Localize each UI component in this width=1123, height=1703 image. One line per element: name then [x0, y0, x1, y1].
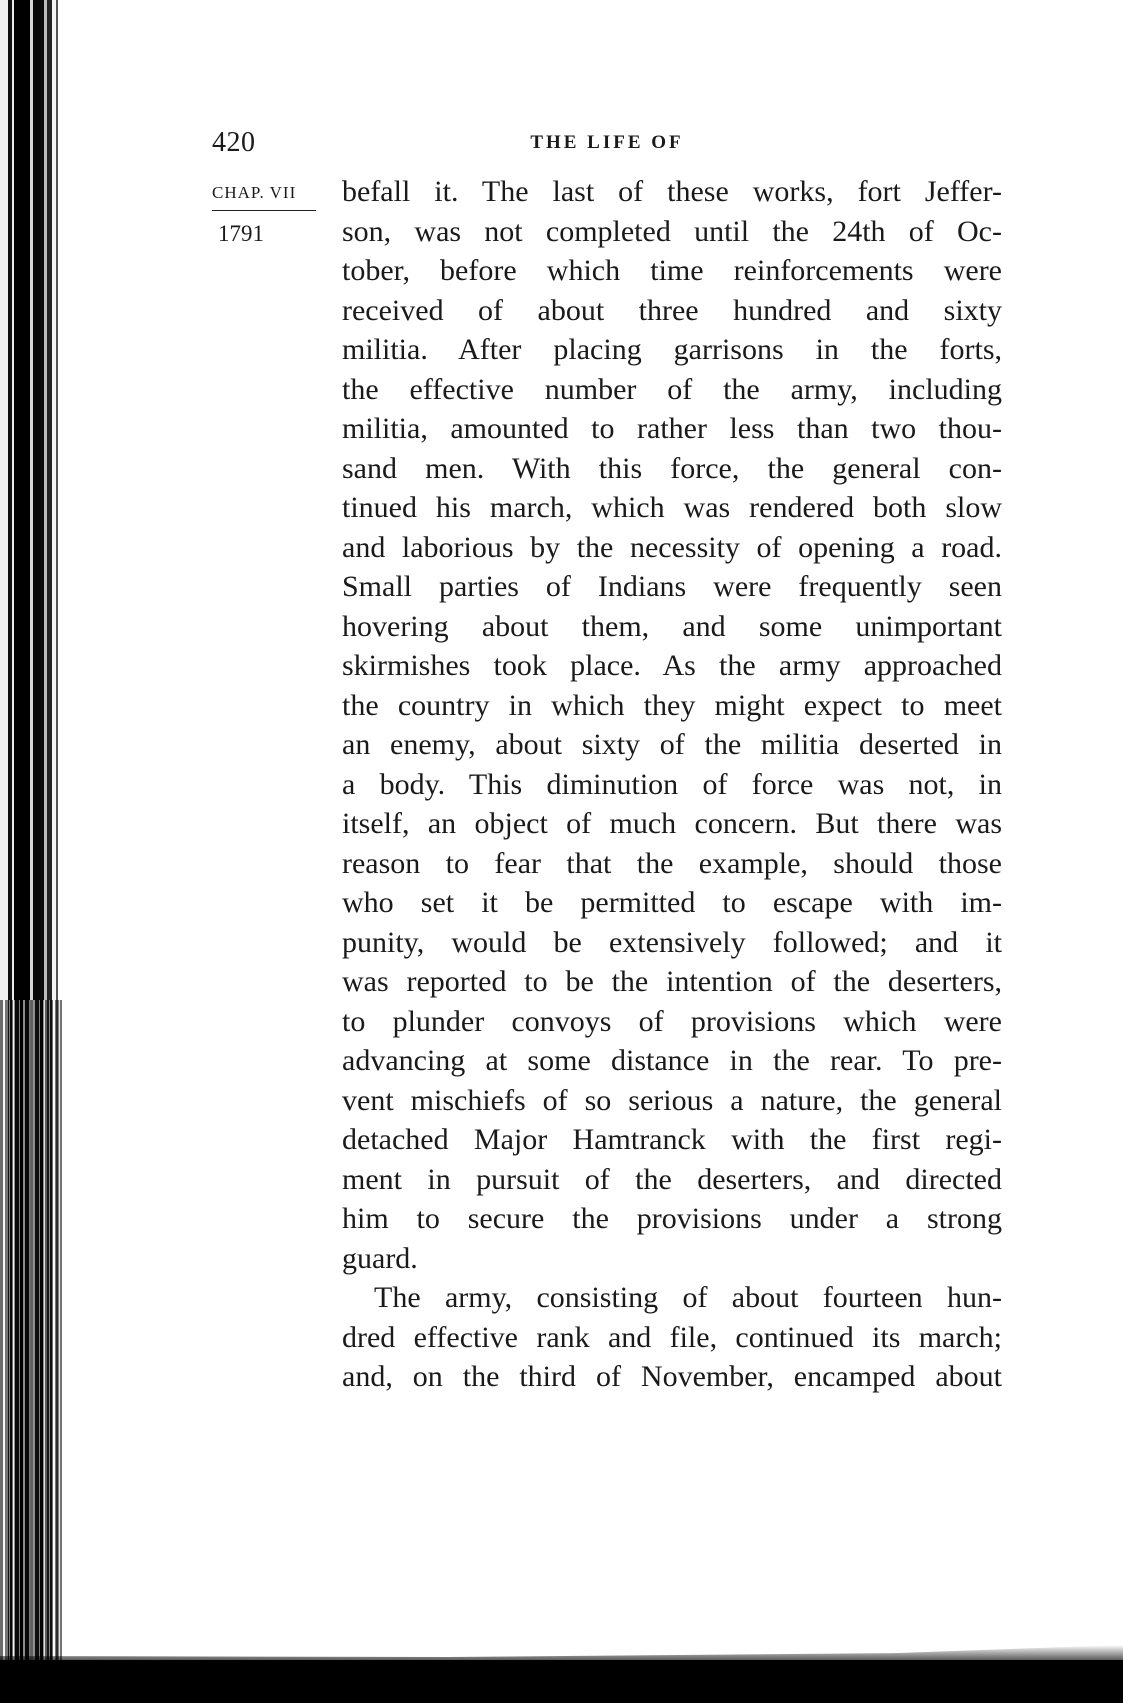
text-line: and, on the third of November, encamped about — [342, 1360, 1002, 1393]
text-line: an enemy, about sixty of the militia deserted in — [342, 728, 1002, 761]
running-title: THE LIFE OF — [530, 132, 684, 153]
book-binding-shadow — [0, 1000, 62, 1660]
margin-divider — [212, 210, 316, 211]
text-line: The army, consisting of about fourteen hun- — [374, 1281, 1002, 1314]
text-line: son, was not completed until the 24th of Oc- — [342, 214, 1002, 248]
text-line: guard. — [342, 1241, 418, 1275]
page-number: 420 — [212, 127, 256, 158]
text-line: befall it. The last of these works, fort Jeffer- — [342, 175, 1002, 208]
text-line: the effective number of the army, including — [342, 372, 1002, 406]
text-line: Small parties of Indians were frequently seen — [342, 570, 1002, 603]
text-line: who set it be permitted to escape with im- — [342, 886, 1002, 919]
text-line: sand men. With this force, the general con- — [342, 451, 1002, 485]
margin-note — [212, 180, 316, 249]
text-line: militia. After placing garrisons in the forts, — [342, 333, 1002, 366]
text-line: punity, would be extensively followed; and it — [342, 925, 1002, 959]
text-line: hovering about them, and some unimportant — [342, 609, 1002, 643]
paragraph — [342, 172, 1002, 1278]
text-line: received of about three hundred and sixty — [342, 293, 1002, 327]
text-line: was reported to be the intention of the deserters, — [342, 965, 1002, 998]
text-line: militia, amounted to rather less than two thou- — [342, 412, 1002, 445]
text-line: skirmishes took place. As the army approached — [342, 649, 1002, 682]
text-line: ment in pursuit of the deserters, and directed — [342, 1162, 1002, 1196]
chapter-label: CHAP. VII — [212, 183, 297, 202]
text-line: the country in which they might expect to meet — [342, 688, 1002, 722]
body-text — [342, 172, 1002, 1397]
text-line: detached Major Hamtranck with the first regi- — [342, 1123, 1002, 1156]
running-head — [212, 128, 1002, 158]
text-line: vent mischiefs of so serious a nature, the general — [342, 1083, 1002, 1117]
text-line: dred effective rank and file, continued its march; — [342, 1320, 1002, 1354]
scan-bottom-edge — [0, 1660, 1123, 1703]
text-line: advancing at some distance in the rear. To pre- — [342, 1044, 1002, 1077]
paragraph — [342, 1278, 1002, 1397]
text-line: reason to fear that the example, should those — [342, 846, 1002, 880]
text-line: to plunder convoys of provisions which were — [342, 1004, 1002, 1038]
year-label: 1791 — [218, 221, 264, 246]
text-line: and laborious by the necessity of opening a road. — [342, 530, 1002, 564]
text-line: tober, before which time reinforcements were — [342, 254, 1002, 287]
text-line: him to secure the provisions under a strong — [342, 1202, 1002, 1235]
text-line: itself, an object of much concern. But there was — [342, 807, 1002, 840]
text-line: tinued his march, which was rendered both slow — [342, 491, 1002, 524]
text-line: a body. This diminution of force was not, in — [342, 767, 1002, 801]
